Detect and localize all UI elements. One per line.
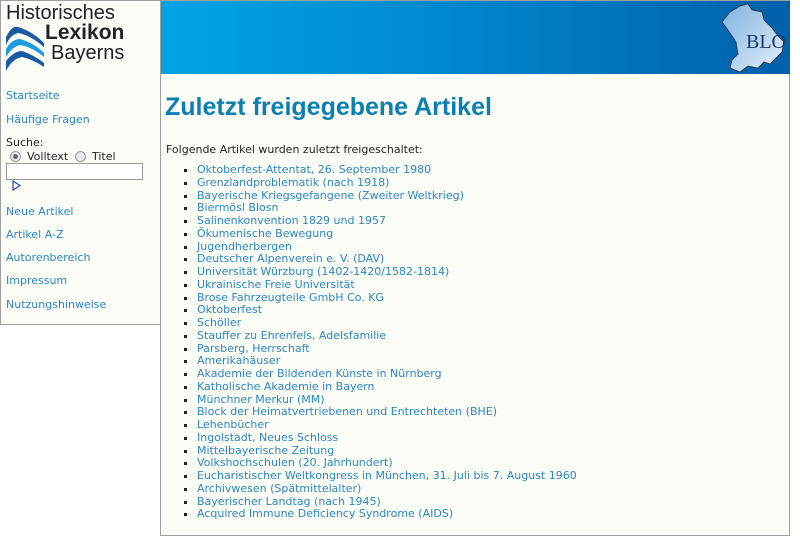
nav-nutzungshinweise[interactable]: Nutzungshinweise (6, 298, 107, 311)
nav-startseite[interactable]: Startseite (6, 89, 60, 102)
article-link[interactable]: Block der Heimatvertriebenen und Entrechteten (BHE) (197, 406, 577, 419)
site-logo[interactable] (0, 0, 160, 75)
article-link[interactable]: Salinenkonvention 1829 und 1957 (197, 215, 577, 228)
article-link[interactable]: Mittelbayerische Zeitung (197, 445, 577, 458)
page-title: Zuletzt freigegebene Artikel (165, 93, 492, 121)
radio-titel-label: Titel (92, 150, 116, 163)
blo-badge: BLO (746, 31, 786, 53)
article-list (197, 164, 577, 521)
article-link[interactable]: Volkshochschulen (20. Jahrhundert) (197, 457, 577, 470)
article-link[interactable]: Biermösl Blosn (197, 202, 577, 215)
article-link[interactable]: Bayerischer Landtag (nach 1945) (197, 496, 577, 509)
sidebar (0, 74, 161, 325)
article-link[interactable]: Ingolstadt, Neues Schloss (197, 432, 577, 445)
intro-text: Folgende Artikel wurden zuletzt freigeschaltet: (166, 143, 423, 156)
article-link[interactable]: Universität Würzburg (1402-1420/1582-1814) (197, 266, 577, 279)
search-label: Suche: (6, 136, 44, 149)
radio-button-checked[interactable] (10, 151, 21, 162)
article-link[interactable]: Bayerische Kriegsgefangene (Zweiter Weltkrieg) (197, 190, 577, 203)
article-link[interactable]: Schöller (197, 317, 577, 330)
nav-neue-artikel[interactable]: Neue Artikel (6, 205, 74, 218)
logo-waves-icon (4, 23, 46, 73)
logo-line-1: Historisches (6, 2, 115, 24)
article-link[interactable]: Amerikahäuser (197, 355, 577, 368)
article-link[interactable]: Deutscher Alpenverein e. V. (DAV) (197, 253, 577, 266)
article-link[interactable]: Akademie der Bildenden Künste in Nürnberg (197, 368, 577, 381)
logo-line-2: Lexikon (45, 21, 125, 44)
article-link[interactable]: Ökumenische Bewegung (197, 228, 577, 241)
article-link[interactable]: Münchner Merkur (MM) (197, 394, 577, 407)
radio-titel[interactable] (75, 150, 116, 163)
article-link[interactable]: Brose Fahrzeugteile GmbH Co. KG (197, 292, 577, 305)
search-submit-arrow-icon[interactable] (12, 180, 21, 191)
article-link[interactable]: Archivwesen (Spätmittelalter) (197, 483, 577, 496)
article-link[interactable]: Acquired Immune Deficiency Syndrome (AIDS) (197, 508, 577, 521)
main-content (160, 74, 790, 536)
article-link[interactable]: Grenzlandproblematik (nach 1918) (197, 177, 577, 190)
logo-line-3: Bayerns (51, 42, 125, 64)
nav-impressum[interactable]: Impressum (6, 274, 68, 287)
article-link[interactable]: Parsberg, Herrschaft (197, 343, 577, 356)
article-link[interactable]: Oktoberfest (197, 304, 577, 317)
article-link[interactable]: Jugendherbergen (197, 241, 577, 254)
article-link[interactable]: Oktoberfest-Attentat, 26. September 1980 (197, 164, 577, 177)
search-input[interactable] (6, 163, 143, 180)
radio-button[interactable] (75, 151, 86, 162)
radio-volltext-label: Volltext (27, 150, 69, 163)
article-link[interactable]: Katholische Akademie in Bayern (197, 381, 577, 394)
article-link[interactable]: Lehenbücher (197, 419, 577, 432)
nav-autorenbereich[interactable]: Autorenbereich (6, 251, 91, 264)
article-link[interactable]: Ukrainische Freie Universität (197, 279, 577, 292)
article-link[interactable]: Stauffer zu Ehrenfels, Adelsfamilie (197, 330, 577, 343)
radio-volltext[interactable] (10, 150, 68, 163)
article-link[interactable]: Eucharistischer Weltkongress in München, 31. Juli bis 7. August 1960 (197, 469, 577, 482)
header-banner (160, 0, 790, 75)
nav-haeufige-fragen[interactable]: Häufige Fragen (6, 113, 90, 126)
nav-artikel-a-z[interactable]: Artikel A-Z (6, 228, 64, 241)
